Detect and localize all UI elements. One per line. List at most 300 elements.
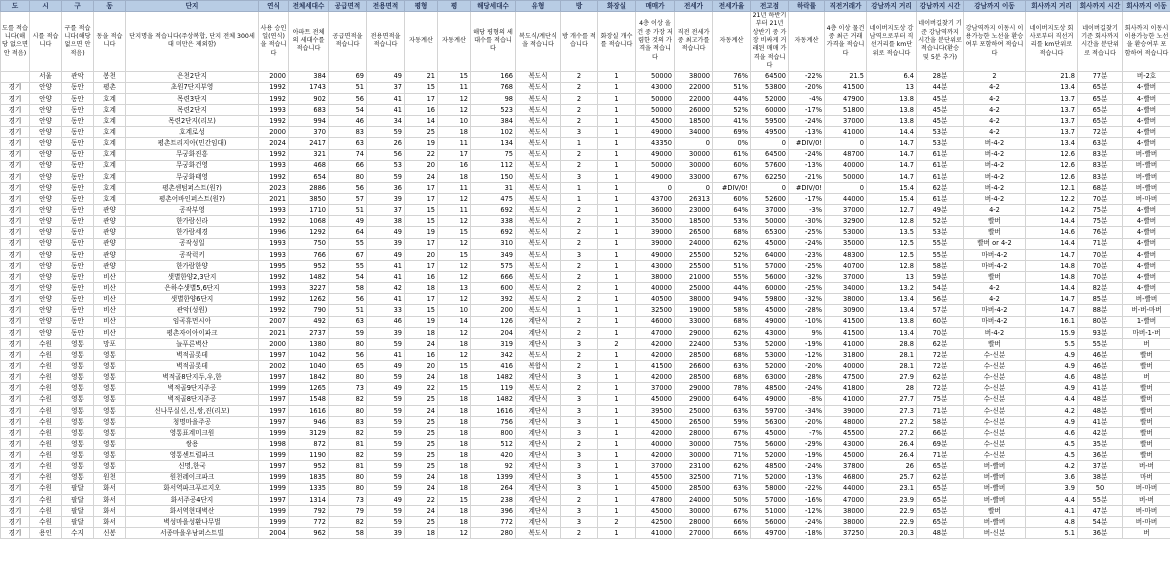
cell-gangnam-route[interactable]: 버-4-2 xyxy=(964,182,1026,193)
cell-prev-high[interactable]: 0 xyxy=(751,182,789,193)
cell-year[interactable]: 1992 xyxy=(259,216,289,227)
cell-type[interactable]: 복도식 xyxy=(516,528,561,539)
cell-type[interactable]: 복도식 xyxy=(516,194,561,205)
cell-gangnam-distance[interactable]: 27.9 xyxy=(867,372,917,383)
cell-office-route[interactable]: 1-빨버 xyxy=(1123,316,1170,327)
cell-drop-rate[interactable]: -23% xyxy=(789,249,825,260)
cell-dong[interactable]: 호계 xyxy=(94,93,126,104)
cell-gangnam-route[interactable]: 버-빨버 xyxy=(964,472,1026,483)
cell-units-of-type[interactable]: 512 xyxy=(471,439,516,450)
cell-pyeong[interactable]: 12 xyxy=(438,93,471,104)
cell-prev-high[interactable]: 48500 xyxy=(751,383,789,394)
cell-type[interactable]: 복도식 xyxy=(516,182,561,193)
cell-rooms[interactable]: 3 xyxy=(561,405,598,416)
cell-jeonse-ratio[interactable]: 67% xyxy=(713,428,751,439)
cell-year[interactable]: 1992 xyxy=(259,272,289,283)
cell-province[interactable]: 경기 xyxy=(1,517,30,528)
cell-dong[interactable]: 비산 xyxy=(94,294,126,305)
cell-office-distance[interactable]: 12.6 xyxy=(1026,171,1078,182)
cell-jeonse-ratio[interactable]: 62% xyxy=(713,461,751,472)
cell-sale-price[interactable]: 41500 xyxy=(636,361,675,372)
cell-district[interactable]: 영통 xyxy=(62,472,94,483)
cell-city[interactable]: 수원 xyxy=(30,416,62,427)
cell-city[interactable]: 안양 xyxy=(30,283,62,294)
cell-jeonse-price[interactable]: 0 xyxy=(675,138,713,149)
cell-office-distance[interactable]: 21.8 xyxy=(1026,71,1078,82)
cell-city[interactable]: 안양 xyxy=(30,238,62,249)
cell-year[interactable]: 1992 xyxy=(259,93,289,104)
cell-last-trade[interactable]: 41000 xyxy=(825,394,867,405)
cell-pyeong-type[interactable]: 18 xyxy=(405,283,438,294)
cell-jeonse-price[interactable]: 25500 xyxy=(675,260,713,271)
cell-gangnam-route[interactable]: 마버-4-2 xyxy=(964,305,1026,316)
cell-dong[interactable]: 영통 xyxy=(94,350,126,361)
cell-sale-price[interactable]: 45000 xyxy=(636,116,675,127)
cell-jeonse-price[interactable]: 34000 xyxy=(675,127,713,138)
cell-district[interactable]: 동안 xyxy=(62,104,94,115)
cell-year[interactable]: 1997 xyxy=(259,461,289,472)
description-cell-last-trade[interactable]: 4층 이상 물건 중 최근 거래 가격을 적습니다 xyxy=(825,12,867,72)
cell-complex[interactable]: 목련2단지(리모) xyxy=(126,116,259,127)
cell-dong[interactable]: 관양 xyxy=(94,205,126,216)
cell-total-units[interactable]: 1190 xyxy=(289,450,329,461)
cell-district[interactable]: 동안 xyxy=(62,116,94,127)
cell-pyeong-type[interactable]: 24 xyxy=(405,372,438,383)
cell-exclusive-area[interactable]: 42 xyxy=(367,283,405,294)
cell-office-route[interactable]: 4-빨버 xyxy=(1123,260,1170,271)
cell-prev-high[interactable]: 58000 xyxy=(751,483,789,494)
cell-province[interactable]: 경기 xyxy=(1,260,30,271)
cell-complex[interactable]: 평촌자이아이파크 xyxy=(126,327,259,338)
cell-district[interactable]: 팔달 xyxy=(62,506,94,517)
cell-district[interactable]: 영통 xyxy=(62,461,94,472)
cell-total-units[interactable]: 2886 xyxy=(289,182,329,193)
cell-drop-rate[interactable]: -24% xyxy=(789,517,825,528)
cell-prev-high[interactable]: 43000 xyxy=(751,327,789,338)
cell-district[interactable]: 동안 xyxy=(62,249,94,260)
cell-district[interactable]: 영통 xyxy=(62,394,94,405)
cell-office-distance[interactable]: 14.4 xyxy=(1026,216,1078,227)
cell-sale-price[interactable]: 49000 xyxy=(636,149,675,160)
cell-sale-price[interactable]: 45500 xyxy=(636,472,675,483)
cell-drop-rate[interactable]: -3% xyxy=(789,205,825,216)
cell-sale-price[interactable]: 40000 xyxy=(636,283,675,294)
header-cell-complex[interactable]: 단지 xyxy=(126,1,259,12)
cell-gangnam-route[interactable]: 버-빨버 xyxy=(964,517,1026,528)
cell-dong[interactable]: 관양 xyxy=(94,227,126,238)
cell-gangnam-distance[interactable]: 12.5 xyxy=(867,249,917,260)
cell-gangnam-time[interactable]: 62분 xyxy=(917,472,964,483)
cell-sale-price[interactable]: 43000 xyxy=(636,260,675,271)
cell-bathrooms[interactable]: 1 xyxy=(598,494,636,505)
cell-pyeong-type[interactable]: 25 xyxy=(405,394,438,405)
cell-pyeong-type[interactable]: 25 xyxy=(405,461,438,472)
cell-province[interactable]: 경기 xyxy=(1,216,30,227)
cell-gangnam-route[interactable]: 빨버 xyxy=(964,227,1026,238)
cell-district[interactable]: 동안 xyxy=(62,149,94,160)
cell-complex[interactable]: 벽적골롯데 xyxy=(126,361,259,372)
cell-gangnam-route[interactable]: 버-신분 xyxy=(964,528,1026,539)
cell-supply-area[interactable]: 82 xyxy=(329,517,367,528)
cell-office-route[interactable]: 버-빨버 xyxy=(1123,294,1170,305)
cell-gangnam-route[interactable]: 4-2 xyxy=(964,283,1026,294)
cell-total-units[interactable]: 1548 xyxy=(289,394,329,405)
cell-city[interactable]: 수원 xyxy=(30,350,62,361)
cell-exclusive-area[interactable]: 46 xyxy=(367,316,405,327)
cell-dong[interactable]: 관양 xyxy=(94,249,126,260)
cell-prev-high[interactable]: 49500 xyxy=(751,127,789,138)
cell-year[interactable]: 1996 xyxy=(259,227,289,238)
description-cell-city[interactable]: 시를 적습니다 xyxy=(30,12,62,72)
cell-prev-high[interactable]: 50000 xyxy=(751,216,789,227)
cell-jeonse-price[interactable]: 28500 xyxy=(675,350,713,361)
cell-prev-high[interactable]: 37000 xyxy=(751,205,789,216)
cell-rooms[interactable]: 2 xyxy=(561,71,598,82)
cell-sale-price[interactable]: 43350 xyxy=(636,138,675,149)
cell-dong[interactable]: 호계 xyxy=(94,160,126,171)
cell-gangnam-distance[interactable]: 15.4 xyxy=(867,182,917,193)
cell-district[interactable]: 동안 xyxy=(62,216,94,227)
cell-pyeong-type[interactable]: 15 xyxy=(405,305,438,316)
cell-type[interactable]: 계단식 xyxy=(516,394,561,405)
cell-prev-high[interactable]: 52000 xyxy=(751,361,789,372)
cell-rooms[interactable]: 3 xyxy=(561,428,598,439)
cell-pyeong-type[interactable]: 24 xyxy=(405,405,438,416)
cell-bathrooms[interactable]: 1 xyxy=(598,305,636,316)
cell-gangnam-route[interactable]: 수-신분 xyxy=(964,372,1026,383)
cell-drop-rate[interactable]: -21% xyxy=(789,171,825,182)
cell-rooms[interactable]: 1 xyxy=(561,138,598,149)
cell-units-of-type[interactable]: 134 xyxy=(471,138,516,149)
cell-pyeong[interactable]: 18 xyxy=(438,171,471,182)
cell-prev-high[interactable]: 59700 xyxy=(751,405,789,416)
cell-rooms[interactable]: 2 xyxy=(561,260,598,271)
cell-office-route[interactable]: 4-빨버 xyxy=(1123,249,1170,260)
cell-exclusive-area[interactable]: 41 xyxy=(367,294,405,305)
cell-office-distance[interactable]: 4.9 xyxy=(1026,383,1078,394)
cell-gangnam-distance[interactable]: 28.1 xyxy=(867,361,917,372)
cell-total-units[interactable]: 994 xyxy=(289,116,329,127)
cell-gangnam-route[interactable]: 수-신분 xyxy=(964,350,1026,361)
cell-jeonse-ratio[interactable]: 53% xyxy=(713,216,751,227)
cell-office-distance[interactable]: 4.5 xyxy=(1026,450,1078,461)
cell-sale-price[interactable]: 36000 xyxy=(636,205,675,216)
cell-gangnam-distance[interactable]: 13.2 xyxy=(867,283,917,294)
cell-pyeong[interactable]: 11 xyxy=(438,205,471,216)
cell-supply-area[interactable]: 64 xyxy=(329,227,367,238)
cell-office-distance[interactable]: 12.6 xyxy=(1026,149,1078,160)
cell-province[interactable]: 경기 xyxy=(1,483,30,494)
cell-city[interactable]: 안양 xyxy=(30,160,62,171)
cell-province[interactable]: 경기 xyxy=(1,294,30,305)
cell-sale-price[interactable]: 42000 xyxy=(636,372,675,383)
cell-sale-price[interactable]: 45000 xyxy=(636,483,675,494)
description-cell-pyeong[interactable]: 자동계산 xyxy=(438,12,471,72)
cell-pyeong-type[interactable]: 19 xyxy=(405,138,438,149)
cell-last-trade[interactable]: 40700 xyxy=(825,260,867,271)
cell-prev-high[interactable]: 56300 xyxy=(751,416,789,427)
cell-office-route[interactable]: 빨버 xyxy=(1123,416,1170,427)
cell-city[interactable]: 안양 xyxy=(30,205,62,216)
cell-bathrooms[interactable]: 1 xyxy=(598,372,636,383)
cell-gangnam-time[interactable]: 44분 xyxy=(917,82,964,93)
cell-gangnam-time[interactable]: 45분 xyxy=(917,116,964,127)
cell-pyeong[interactable]: 16 xyxy=(438,160,471,171)
cell-dong[interactable]: 화서 xyxy=(94,506,126,517)
cell-exclusive-area[interactable]: 49 xyxy=(367,249,405,260)
cell-total-units[interactable]: 946 xyxy=(289,416,329,427)
cell-year[interactable]: 1992 xyxy=(259,82,289,93)
cell-exclusive-area[interactable]: 59 xyxy=(367,517,405,528)
cell-type[interactable]: 계단식 xyxy=(516,439,561,450)
cell-exclusive-area[interactable]: 59 xyxy=(367,127,405,138)
cell-drop-rate[interactable]: -25% xyxy=(789,260,825,271)
cell-city[interactable]: 안양 xyxy=(30,316,62,327)
cell-office-route[interactable]: 4-빨버 xyxy=(1123,138,1170,149)
cell-exclusive-area[interactable]: 41 xyxy=(367,104,405,115)
cell-drop-rate[interactable]: -17% xyxy=(789,194,825,205)
cell-last-trade[interactable]: 34000 xyxy=(825,283,867,294)
cell-office-time[interactable]: 50 xyxy=(1078,483,1123,494)
cell-office-time[interactable]: 71분 xyxy=(1078,238,1123,249)
cell-exclusive-area[interactable]: 39 xyxy=(367,238,405,249)
cell-sale-price[interactable]: 32500 xyxy=(636,305,675,316)
cell-office-time[interactable]: 83분 xyxy=(1078,160,1123,171)
cell-office-time[interactable]: 83분 xyxy=(1078,171,1123,182)
description-cell-sale-price[interactable]: 4층 이상 올 건 중 가장 저렴한 것의 가격을 적습니다 xyxy=(636,12,675,72)
cell-drop-rate[interactable]: -19% xyxy=(789,338,825,349)
cell-province[interactable]: 경기 xyxy=(1,227,30,238)
cell-jeonse-price[interactable]: 18500 xyxy=(675,216,713,227)
cell-units-of-type[interactable]: 1399 xyxy=(471,472,516,483)
cell-office-time[interactable]: 63분 xyxy=(1078,138,1123,149)
cell-complex[interactable]: 무궁화태영 xyxy=(126,171,259,182)
cell-office-time[interactable]: 80분 xyxy=(1078,316,1123,327)
cell-drop-rate[interactable]: -12% xyxy=(789,350,825,361)
cell-gangnam-route[interactable]: 버-4-2 xyxy=(964,194,1026,205)
cell-gangnam-distance[interactable]: 13.5 xyxy=(867,227,917,238)
cell-exclusive-area[interactable]: 59 xyxy=(367,372,405,383)
cell-exclusive-area[interactable]: 39 xyxy=(367,528,405,539)
cell-province[interactable]: 경기 xyxy=(1,394,30,405)
cell-pyeong[interactable]: 18 xyxy=(438,416,471,427)
cell-jeonse-price[interactable]: 29000 xyxy=(675,327,713,338)
cell-office-time[interactable]: 88분 xyxy=(1078,305,1123,316)
cell-jeonse-price[interactable]: 32500 xyxy=(675,472,713,483)
cell-gangnam-time[interactable]: 61분 xyxy=(917,171,964,182)
cell-dong[interactable]: 호계 xyxy=(94,127,126,138)
cell-jeonse-ratio[interactable]: 67% xyxy=(713,171,751,182)
cell-total-units[interactable]: 1262 xyxy=(289,294,329,305)
cell-dong[interactable]: 원천 xyxy=(94,472,126,483)
cell-jeonse-ratio[interactable]: 60% xyxy=(713,194,751,205)
cell-prev-high[interactable]: 59800 xyxy=(751,294,789,305)
cell-gangnam-time[interactable]: 28분 xyxy=(917,71,964,82)
header-cell-city[interactable]: 시 xyxy=(30,1,62,12)
cell-city[interactable]: 수원 xyxy=(30,450,62,461)
cell-office-route[interactable]: 4-빨버 xyxy=(1123,216,1170,227)
description-cell-gangnam-route[interactable]: 강남역까지 이동시 이용가능한 노선을 환승여부 포함하여 적습니다 xyxy=(964,12,1026,72)
cell-dong[interactable]: 영통 xyxy=(94,428,126,439)
cell-year[interactable]: 1999 xyxy=(259,517,289,528)
cell-district[interactable]: 영통 xyxy=(62,383,94,394)
cell-pyeong[interactable]: 14 xyxy=(438,316,471,327)
cell-supply-area[interactable]: 82 xyxy=(329,428,367,439)
cell-gangnam-route[interactable]: 수-신분 xyxy=(964,383,1026,394)
cell-office-route[interactable]: 버-마버 xyxy=(1123,517,1170,528)
cell-complex[interactable]: 화서역파크푸르지오 xyxy=(126,483,259,494)
cell-gangnam-route[interactable]: 빨버 xyxy=(964,506,1026,517)
cell-supply-area[interactable]: 80 xyxy=(329,472,367,483)
cell-gangnam-time[interactable]: 71분 xyxy=(917,450,964,461)
cell-type[interactable]: 복도식 xyxy=(516,127,561,138)
cell-total-units[interactable]: 902 xyxy=(289,93,329,104)
description-cell-district[interactable]: 구를 적습니다(해당 없으면 안 적음) xyxy=(62,12,94,72)
cell-office-time[interactable]: 70분 xyxy=(1078,272,1123,283)
cell-city[interactable]: 수원 xyxy=(30,383,62,394)
cell-bathrooms[interactable]: 1 xyxy=(598,238,636,249)
cell-year[interactable]: 1998 xyxy=(259,439,289,450)
cell-province[interactable]: 경기 xyxy=(1,472,30,483)
cell-district[interactable]: 동안 xyxy=(62,305,94,316)
cell-prev-high[interactable]: 63000 xyxy=(751,372,789,383)
cell-jeonse-price[interactable]: 30000 xyxy=(675,149,713,160)
cell-bathrooms[interactable]: 1 xyxy=(598,450,636,461)
cell-exclusive-area[interactable]: 41 xyxy=(367,350,405,361)
cell-office-route[interactable]: 버-마버 xyxy=(1123,483,1170,494)
cell-prev-high[interactable]: 64000 xyxy=(751,249,789,260)
cell-complex[interactable]: 영통센트럴파크 xyxy=(126,450,259,461)
cell-exclusive-area[interactable]: 49 xyxy=(367,494,405,505)
cell-exclusive-area[interactable]: 59 xyxy=(367,506,405,517)
cell-dong[interactable]: 영통 xyxy=(94,450,126,461)
cell-pyeong-type[interactable]: 25 xyxy=(405,127,438,138)
cell-province[interactable]: 경기 xyxy=(1,439,30,450)
cell-type[interactable]: 복도식 xyxy=(516,227,561,238)
cell-gangnam-distance[interactable]: 26.4 xyxy=(867,439,917,450)
cell-district[interactable]: 영통 xyxy=(62,428,94,439)
cell-year[interactable]: 1999 xyxy=(259,472,289,483)
cell-dong[interactable]: 호계 xyxy=(94,182,126,193)
cell-sale-price[interactable]: 50000 xyxy=(636,160,675,171)
cell-pyeong[interactable]: 12 xyxy=(438,238,471,249)
cell-gangnam-time[interactable]: 65분 xyxy=(917,461,964,472)
cell-rooms[interactable]: 3 xyxy=(561,338,598,349)
cell-bathrooms[interactable]: 1 xyxy=(598,194,636,205)
cell-dong[interactable]: 평촌 xyxy=(94,82,126,93)
cell-city[interactable]: 수원 xyxy=(30,394,62,405)
cell-gangnam-time[interactable]: 53분 xyxy=(917,138,964,149)
cell-dong[interactable]: 호계 xyxy=(94,138,126,149)
cell-last-trade[interactable]: 50000 xyxy=(825,171,867,182)
cell-total-units[interactable]: 1314 xyxy=(289,494,329,505)
cell-supply-area[interactable]: 81 xyxy=(329,461,367,472)
cell-gangnam-route[interactable]: 빨버 xyxy=(964,272,1026,283)
cell-units-of-type[interactable]: 384 xyxy=(471,116,516,127)
cell-pyeong-type[interactable]: 14 xyxy=(405,116,438,127)
cell-total-units[interactable]: 2417 xyxy=(289,138,329,149)
cell-units-of-type[interactable]: 310 xyxy=(471,238,516,249)
cell-pyeong-type[interactable]: 22 xyxy=(405,383,438,394)
cell-rooms[interactable]: 2 xyxy=(561,116,598,127)
cell-supply-area[interactable]: 54 xyxy=(329,104,367,115)
cell-district[interactable]: 동안 xyxy=(62,93,94,104)
cell-supply-area[interactable]: 80 xyxy=(329,338,367,349)
cell-dong[interactable]: 호계 xyxy=(94,149,126,160)
cell-type[interactable]: 계단식 xyxy=(516,450,561,461)
cell-complex[interactable]: 샛별한양2,3단지 xyxy=(126,272,259,283)
cell-prev-high[interactable]: 59500 xyxy=(751,116,789,127)
description-cell-drop-rate[interactable]: 자동계산 xyxy=(789,12,825,72)
cell-pyeong[interactable]: 18 xyxy=(438,428,471,439)
cell-gangnam-time[interactable]: 58분 xyxy=(917,416,964,427)
cell-drop-rate[interactable]: -10% xyxy=(789,316,825,327)
cell-office-time[interactable]: 47분 xyxy=(1078,506,1123,517)
cell-gangnam-time[interactable]: 62분 xyxy=(917,338,964,349)
cell-prev-high[interactable]: 45000 xyxy=(751,428,789,439)
cell-province[interactable]: 경기 xyxy=(1,416,30,427)
cell-supply-area[interactable]: 80 xyxy=(329,372,367,383)
cell-gangnam-route[interactable]: 수-신분 xyxy=(964,405,1026,416)
cell-last-trade[interactable]: 41800 xyxy=(825,383,867,394)
cell-district[interactable]: 영통 xyxy=(62,361,94,372)
cell-jeonse-ratio[interactable]: 60% xyxy=(713,160,751,171)
cell-pyeong[interactable]: 12 xyxy=(438,104,471,115)
cell-bathrooms[interactable]: 1 xyxy=(598,104,636,115)
cell-units-of-type[interactable]: 800 xyxy=(471,428,516,439)
cell-gangnam-distance[interactable]: 12.5 xyxy=(867,238,917,249)
cell-dong[interactable]: 관양 xyxy=(94,238,126,249)
description-cell-office-time[interactable]: 네이버길찾기 기준 회사까지 시간을 분단위로 적습니다 xyxy=(1078,12,1123,72)
cell-jeonse-price[interactable]: 23100 xyxy=(675,461,713,472)
cell-supply-area[interactable]: 58 xyxy=(329,528,367,539)
cell-bathrooms[interactable]: 1 xyxy=(598,383,636,394)
cell-gangnam-time[interactable]: 56분 xyxy=(917,294,964,305)
cell-gangnam-route[interactable]: 4-2 xyxy=(964,127,1026,138)
cell-pyeong-type[interactable]: 17 xyxy=(405,238,438,249)
cell-office-route[interactable]: 4-빨버 xyxy=(1123,283,1170,294)
cell-year[interactable]: 1999 xyxy=(259,483,289,494)
cell-sale-price[interactable]: 50000 xyxy=(636,104,675,115)
cell-prev-high[interactable]: 56000 xyxy=(751,439,789,450)
cell-sale-price[interactable]: 50000 xyxy=(636,93,675,104)
cell-pyeong[interactable]: 12 xyxy=(438,528,471,539)
cell-units-of-type[interactable]: 119 xyxy=(471,383,516,394)
cell-city[interactable]: 수원 xyxy=(30,372,62,383)
cell-units-of-type[interactable]: 31 xyxy=(471,182,516,193)
cell-last-trade[interactable]: 47000 xyxy=(825,494,867,505)
cell-pyeong[interactable]: 18 xyxy=(438,506,471,517)
cell-bathrooms[interactable]: 1 xyxy=(598,272,636,283)
cell-office-time[interactable]: 85분 xyxy=(1078,294,1123,305)
cell-jeonse-ratio[interactable]: 67% xyxy=(713,506,751,517)
cell-last-trade[interactable]: 39000 xyxy=(825,405,867,416)
cell-gangnam-route[interactable]: 수-신분 xyxy=(964,361,1026,372)
cell-year[interactable]: 1993 xyxy=(259,104,289,115)
cell-gangnam-distance[interactable]: 13.4 xyxy=(867,294,917,305)
cell-pyeong[interactable]: 18 xyxy=(438,338,471,349)
cell-gangnam-time[interactable]: 70분 xyxy=(917,327,964,338)
cell-drop-rate[interactable]: -28% xyxy=(789,305,825,316)
cell-city[interactable]: 안양 xyxy=(30,216,62,227)
cell-province[interactable]: 경기 xyxy=(1,461,30,472)
cell-total-units[interactable]: 321 xyxy=(289,149,329,160)
header-cell-rooms[interactable]: 방 xyxy=(561,1,598,12)
cell-rooms[interactable]: 2 xyxy=(561,439,598,450)
cell-office-route[interactable]: 버-2호 xyxy=(1123,71,1170,82)
cell-last-trade[interactable]: 0 xyxy=(825,138,867,149)
cell-gangnam-time[interactable]: 48분 xyxy=(917,528,964,539)
